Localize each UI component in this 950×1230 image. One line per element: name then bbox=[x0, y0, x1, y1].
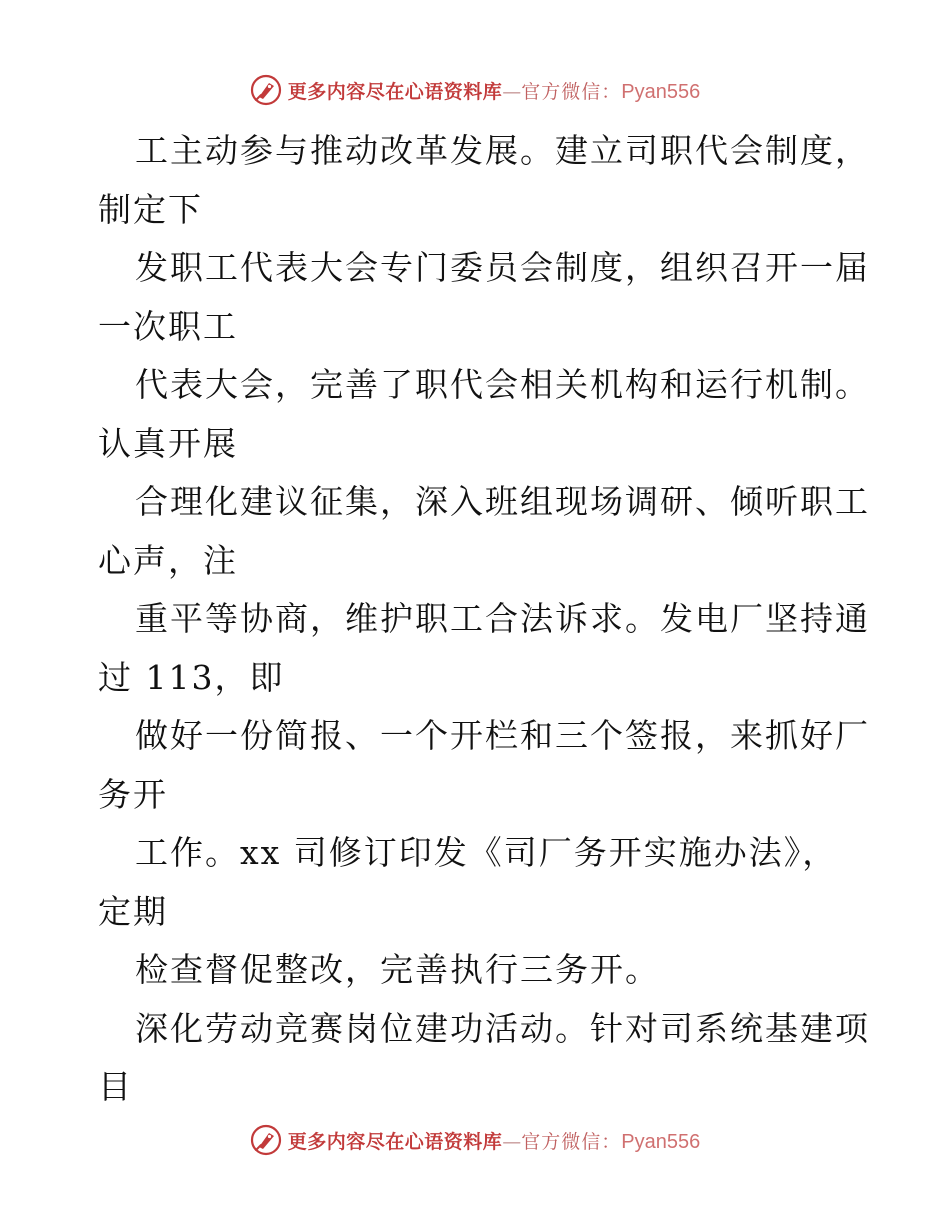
watermark-wechat-label: 官方微信： bbox=[521, 80, 622, 103]
text-line: 做好一份简报、一个开栏和三个签报，来抓好厂 bbox=[135, 716, 870, 755]
text-line: 心声，注 bbox=[98, 540, 238, 580]
text-line: 定期 bbox=[98, 891, 168, 931]
text-line: 工作。xx 司修订印发《司厂务开实施办法》， bbox=[135, 833, 838, 872]
watermark-brand-text: 更多内容尽在心语资料库 bbox=[287, 1130, 503, 1153]
text-line: 过 113，即 bbox=[98, 657, 285, 697]
pen-nib-logo-icon bbox=[250, 74, 282, 106]
text-line: 工主动参与推动改革发展。建立司职代会制度， bbox=[135, 131, 870, 170]
text-line: 深化劳动竞赛岗位建功活动。针对司系统基建项 bbox=[135, 1008, 870, 1048]
text-line: 务开 bbox=[98, 774, 168, 814]
pen-nib-logo-icon bbox=[250, 1124, 282, 1156]
watermark-dash: — bbox=[502, 80, 522, 103]
text-line: 重平等协商，维护职工合法诉求。发电厂坚持通 bbox=[135, 599, 870, 638]
watermark-brand-text: 更多内容尽在心语资料库 bbox=[287, 80, 503, 103]
document-body bbox=[98, 122, 870, 1117]
text-line: 检查督促整改，完善执行三务开。 bbox=[135, 950, 660, 989]
footer-watermark bbox=[0, 1120, 950, 1160]
text-line: 目 bbox=[98, 1067, 133, 1106]
watermark-wechat-id: Pyan556 bbox=[621, 1130, 701, 1153]
text-line: 认真开展 bbox=[98, 423, 238, 463]
text-line: 制定下 bbox=[98, 189, 203, 229]
header-watermark bbox=[0, 70, 950, 110]
watermark-wechat-label: 官方微信： bbox=[521, 1130, 622, 1153]
text-line: 发职工代表大会专门委员会制度，组织召开一届 bbox=[135, 248, 870, 287]
watermark-wechat-id: Pyan556 bbox=[621, 80, 701, 103]
text-line: 合理化建议征集，深入班组现场调研、倾听职工 bbox=[135, 482, 870, 521]
text-line: 代表大会，完善了职代会相关机构和运行机制。 bbox=[135, 365, 870, 404]
watermark-dash: — bbox=[502, 1130, 522, 1153]
text-line: 一次职工 bbox=[98, 306, 238, 346]
